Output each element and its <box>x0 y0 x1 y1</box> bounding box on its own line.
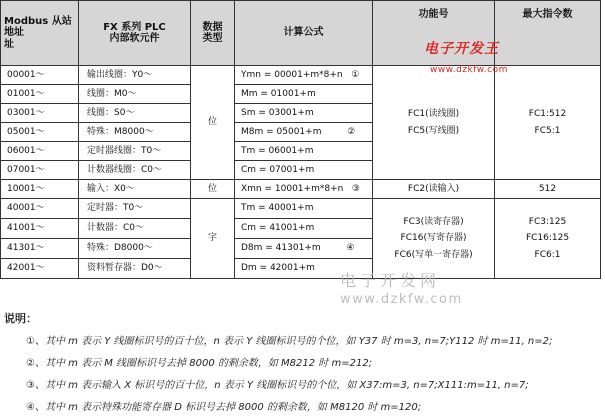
watermark-title-grey: 电子开发网 <box>340 271 441 290</box>
function-code-bit-cell <box>373 66 495 180</box>
element-cell: 计数器：C0～ <box>79 219 191 239</box>
watermark-url-red: www.dzkfw.com <box>430 65 508 75</box>
header-address-line2: 址 <box>4 38 14 50</box>
note-line: ③、其中 m 表示输入 X 标识号的百十位，n 表示 Y 线圈标识号的个位，如 X37:m=3, n=7;X111:m=11, n=7; <box>26 380 529 391</box>
formula-text: D8m = 41301+m <box>241 243 321 254</box>
note-line: ②、其中 m 表示 M 线圈标识号去掉 8000 的剩余数，如 M8212 时 m=212; <box>26 358 373 369</box>
formula-cell: Dm = 42001+m <box>235 259 373 279</box>
formula-cell: Mm = 01001+m <box>235 85 373 104</box>
data-type-word-cell: 字 <box>191 199 235 279</box>
note-line: ④、其中 m 表示特殊功能寄存器 D 标识号去掉 8000 的剩余数，如 M8120 时 m=120; <box>26 402 422 413</box>
function-code-item: FC16(写寄存器) <box>400 233 467 244</box>
element-cell: 特殊：M8000～ <box>79 123 191 142</box>
table-header-row <box>1 1 601 66</box>
max-count-item: FC1:512 <box>528 109 567 120</box>
notes-section <box>4 310 602 420</box>
formula-cell: Sm = 03001+m <box>235 104 373 123</box>
address-cell: 03001～ <box>1 104 79 123</box>
table-row <box>1 199 601 219</box>
formula-cell: Cm = 07001+m <box>235 161 373 180</box>
formula-cell <box>235 123 373 142</box>
function-code-item: FC1(读线圈) <box>407 109 460 120</box>
function-code-input-cell: FC2(读输入) <box>373 180 495 199</box>
header-data-type-line1: 数据 <box>202 21 223 33</box>
address-cell: 41001～ <box>1 219 79 239</box>
address-cell: 01001～ <box>1 85 79 104</box>
header-max-count <box>495 1 601 66</box>
max-count-item: FC6:1 <box>534 249 561 260</box>
watermark-url-grey: www.dzkfw.com <box>340 292 463 307</box>
address-cell: 40001～ <box>1 199 79 219</box>
note-marker-2: ② <box>347 126 356 137</box>
element-cell: 计数器线圈：C0～ <box>79 161 191 180</box>
element-cell: 特殊：D8000～ <box>79 239 191 259</box>
data-type-bit-cell: 位 <box>191 66 235 180</box>
note-line: ①、其中 m 表示 Y 线圈标识号的百十位，n 表示 Y 线圈标识号的个位，如 Y37 时 m=3, n=7;Y112 时 m=11, n=2; <box>26 336 553 347</box>
element-cell: 定时器线圈：T0～ <box>79 142 191 161</box>
element-cell: 线圈：M0～ <box>79 85 191 104</box>
formula-cell: Cm = 41001+m <box>235 219 373 239</box>
header-function-code-label: 功能号 <box>418 9 449 20</box>
formula-cell <box>235 239 373 259</box>
header-element-line2: 内部软元件 <box>109 33 160 44</box>
header-address-line1: Modbus 从站地址 <box>4 15 72 39</box>
header-formula <box>235 1 373 66</box>
watermark-title-red: 电子开发王 <box>424 41 499 57</box>
address-cell: 07001～ <box>1 161 79 180</box>
address-cell: 05001～ <box>1 123 79 142</box>
note-marker-4: ④ <box>346 243 355 254</box>
address-cell: 00001～ <box>1 66 79 85</box>
element-cell: 输出线圈：Y0～ <box>79 66 191 85</box>
element-cell: 线圈：S0～ <box>79 104 191 123</box>
note-marker-1: ① <box>351 69 360 80</box>
max-count-item: FC3:125 <box>528 216 567 227</box>
max-count-item: FC16:125 <box>525 233 570 244</box>
element-cell: 输入：X0～ <box>79 180 191 199</box>
address-cell: 42001～ <box>1 259 79 279</box>
header-address <box>1 1 79 66</box>
table-row <box>1 180 601 199</box>
header-element <box>79 1 191 66</box>
formula-cell <box>235 180 373 199</box>
header-max-count-label: 最大指令数 <box>522 9 573 20</box>
header-formula-label: 计算公式 <box>283 27 324 39</box>
header-data-type-line2: 类型 <box>202 33 223 44</box>
function-code-item: FC5(写线圈) <box>407 125 460 136</box>
address-cell: 41301～ <box>1 239 79 259</box>
header-data-type <box>191 1 235 66</box>
address-cell: 10001～ <box>1 180 79 199</box>
formula-text: Xmn = 10001+m*8+n <box>241 183 344 194</box>
max-count-item: FC5:1 <box>534 125 561 136</box>
data-type-input-cell: 位 <box>191 180 235 199</box>
function-code-word-cell <box>373 199 495 279</box>
address-cell: 06001～ <box>1 142 79 161</box>
max-count-bit-cell <box>495 66 601 180</box>
table-row <box>1 66 601 85</box>
element-cell: 资料暂存器：D0～ <box>79 259 191 279</box>
function-code-item: FC3(读寄存器) <box>403 216 464 227</box>
max-count-word-cell <box>495 199 601 279</box>
notes-title: 说明： <box>4 312 37 325</box>
note-marker-3: ③ <box>351 183 360 194</box>
formula-text: Ymn = 00001+m*8+n <box>241 69 343 80</box>
formula-cell <box>235 66 373 85</box>
max-count-input-cell: 512 <box>495 180 601 199</box>
function-code-item: FC6(写单一寄存器) <box>394 249 473 260</box>
element-cell: 定时器：T0～ <box>79 199 191 219</box>
formula-text: M8m = 05001+m <box>241 126 322 137</box>
formula-cell: Tm = 06001+m <box>235 142 373 161</box>
header-element-line1: FX 系列 PLC <box>103 21 166 33</box>
formula-cell: Tm = 40001+m <box>235 199 373 219</box>
